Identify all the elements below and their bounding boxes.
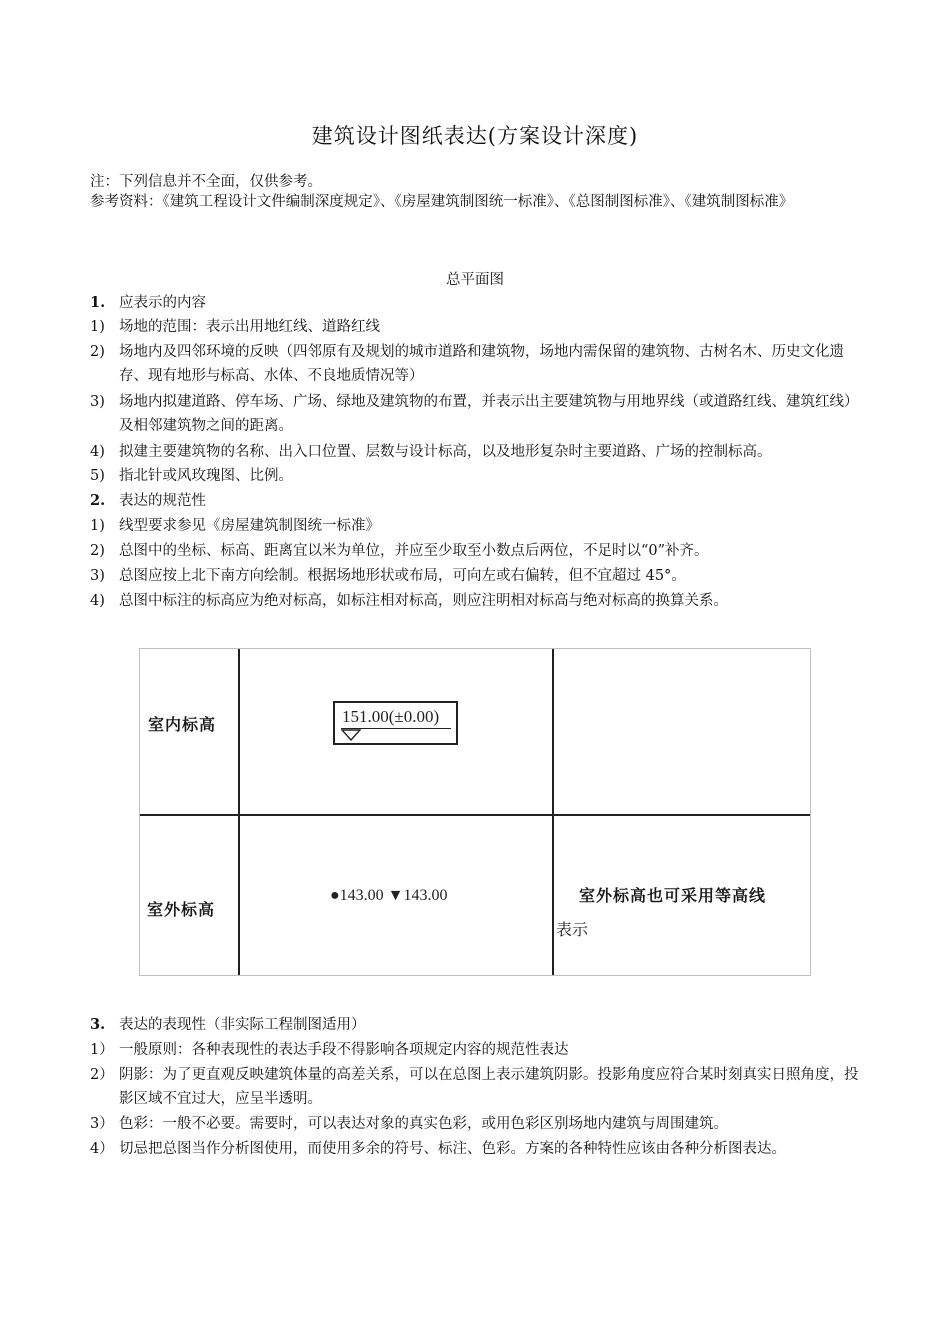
list-item-text: 场地的范围：表示出用地红线、道路红线: [119, 319, 380, 335]
elevation-triangle-icon: [341, 729, 361, 741]
outdoor-elevation-label: 室外标高: [147, 900, 216, 919]
part3-heading: [90, 1013, 865, 1037]
figure-divider: [238, 649, 240, 975]
figure-divider: [552, 649, 554, 975]
list-item: [90, 514, 865, 538]
list-item-number: 1): [90, 319, 105, 335]
part2-heading: [90, 489, 865, 513]
list-item-text: 切忌把总图当作分析图使用，而使用多余的符号、标注、色彩。方案的各种特性应该由各种分析图表达。: [119, 1141, 786, 1157]
list-item-number: 1): [90, 518, 105, 534]
part2-title: 表达的规范性: [119, 493, 206, 509]
part2-number: 2.: [90, 492, 106, 509]
list-item: [90, 1112, 865, 1136]
list-item: [90, 315, 865, 339]
references-text: 参考资料：《建筑工程设计文件编制深度规定》、《房屋建筑制图统一标准》、《总图制图标准》、《建筑制图标准》: [90, 194, 794, 210]
list-item-text: 指北针或风玫瑰图、比例。: [119, 468, 293, 484]
list-item: [90, 390, 865, 438]
page-title: 建筑设计图纸表达(方案设计深度): [311, 124, 639, 148]
outdoor-note: 室外标高也可采用等高线: [579, 886, 767, 905]
list-item-number: 3）: [90, 1116, 114, 1132]
list-item: [90, 1038, 865, 1062]
indoor-elevation-value: 151.00(±0.00): [342, 707, 440, 726]
list-item-text: 场地内拟建道路、停车场、广场、绿地及建筑物的布置，并表示出主要建筑物与用地界线（或道路红线、建筑红线）及相邻建筑物之间的距离。: [119, 394, 859, 434]
list-item-number: 3): [90, 394, 105, 410]
list-item-text: 一般原则：各种表现性的表达手段不得影响各项规定内容的规范性表达: [119, 1042, 569, 1058]
list-item-text: 总图中标注的标高应为绝对标高，如标注相对标高，则应注明相对标高与绝对标高的换算关系。: [119, 593, 728, 609]
list-item-number: 2): [90, 543, 105, 559]
elevation-symbol-figure: [139, 648, 811, 976]
list-item-number: 4): [90, 593, 105, 609]
part1-number: 1.: [90, 294, 106, 311]
note-text: 注：下列信息并不全面，仅供参考。: [90, 174, 322, 190]
part3-number: 3.: [90, 1016, 106, 1033]
section-title: 总平面图: [446, 272, 504, 288]
list-item-number: 2): [90, 344, 105, 360]
list-item: [90, 589, 865, 613]
part1-title: 应表示的内容: [119, 295, 206, 311]
list-item: [90, 564, 865, 588]
list-item-number: 4）: [90, 1141, 114, 1157]
list-item-text: 阴影：为了更直观反映建筑体量的高差关系，可以在总图上表示建筑阴影。投影角度应符合某时刻真实日照角度，投影区域不宜过大，应呈半透明。: [119, 1067, 859, 1107]
outdoor-note-cont: 表示: [556, 920, 589, 939]
list-item: [90, 1137, 865, 1161]
part3-title: 表达的表现性（非实际工程制图适用）: [119, 1017, 366, 1033]
indoor-elevation-label: 室内标高: [148, 715, 217, 734]
figure-divider: [140, 814, 810, 816]
list-item-text: 总图中的坐标、标高、距离宜以米为单位，并应至少取至小数点后两位，不足时以“0”补齐。: [119, 543, 709, 559]
list-item-text: 总图应按上北下南方向绘制。根据场地形状或布局，可向左或右偏转，但不宜超过 45°。: [119, 568, 686, 584]
list-item-number: 5): [90, 468, 105, 484]
list-item-number: 2）: [90, 1067, 114, 1083]
list-item: [90, 440, 865, 464]
outdoor-elevation-values: ●143.00 ▼143.00: [330, 887, 448, 904]
list-item-text: 场地内及四邻环境的反映（四邻原有及规划的城市道路和建筑物，场地内需保留的建筑物、古树名木、历史文化遗存、现有地形与标高、水体、不良地质情况等）: [119, 344, 844, 384]
part1-heading: [90, 291, 865, 315]
list-item: [90, 464, 865, 488]
list-item-text: 线型要求参见《房屋建筑制图统一标准》: [119, 518, 380, 534]
list-item-number: 4): [90, 444, 105, 460]
indoor-elevation-symbol: [333, 701, 458, 745]
list-item-number: 1）: [90, 1042, 114, 1058]
list-item-text: 拟建主要建筑物的名称、出入口位置、层数与设计标高，以及地形复杂时主要道路、广场的控制标高。: [119, 444, 772, 460]
list-item-text: 色彩：一般不必要。需要时，可以表达对象的真实色彩，或用色彩区别场地内建筑与周围建筑。: [119, 1116, 728, 1132]
list-item: [90, 340, 865, 388]
list-item: [90, 1063, 865, 1111]
list-item: [90, 539, 865, 563]
list-item-number: 3): [90, 568, 105, 584]
